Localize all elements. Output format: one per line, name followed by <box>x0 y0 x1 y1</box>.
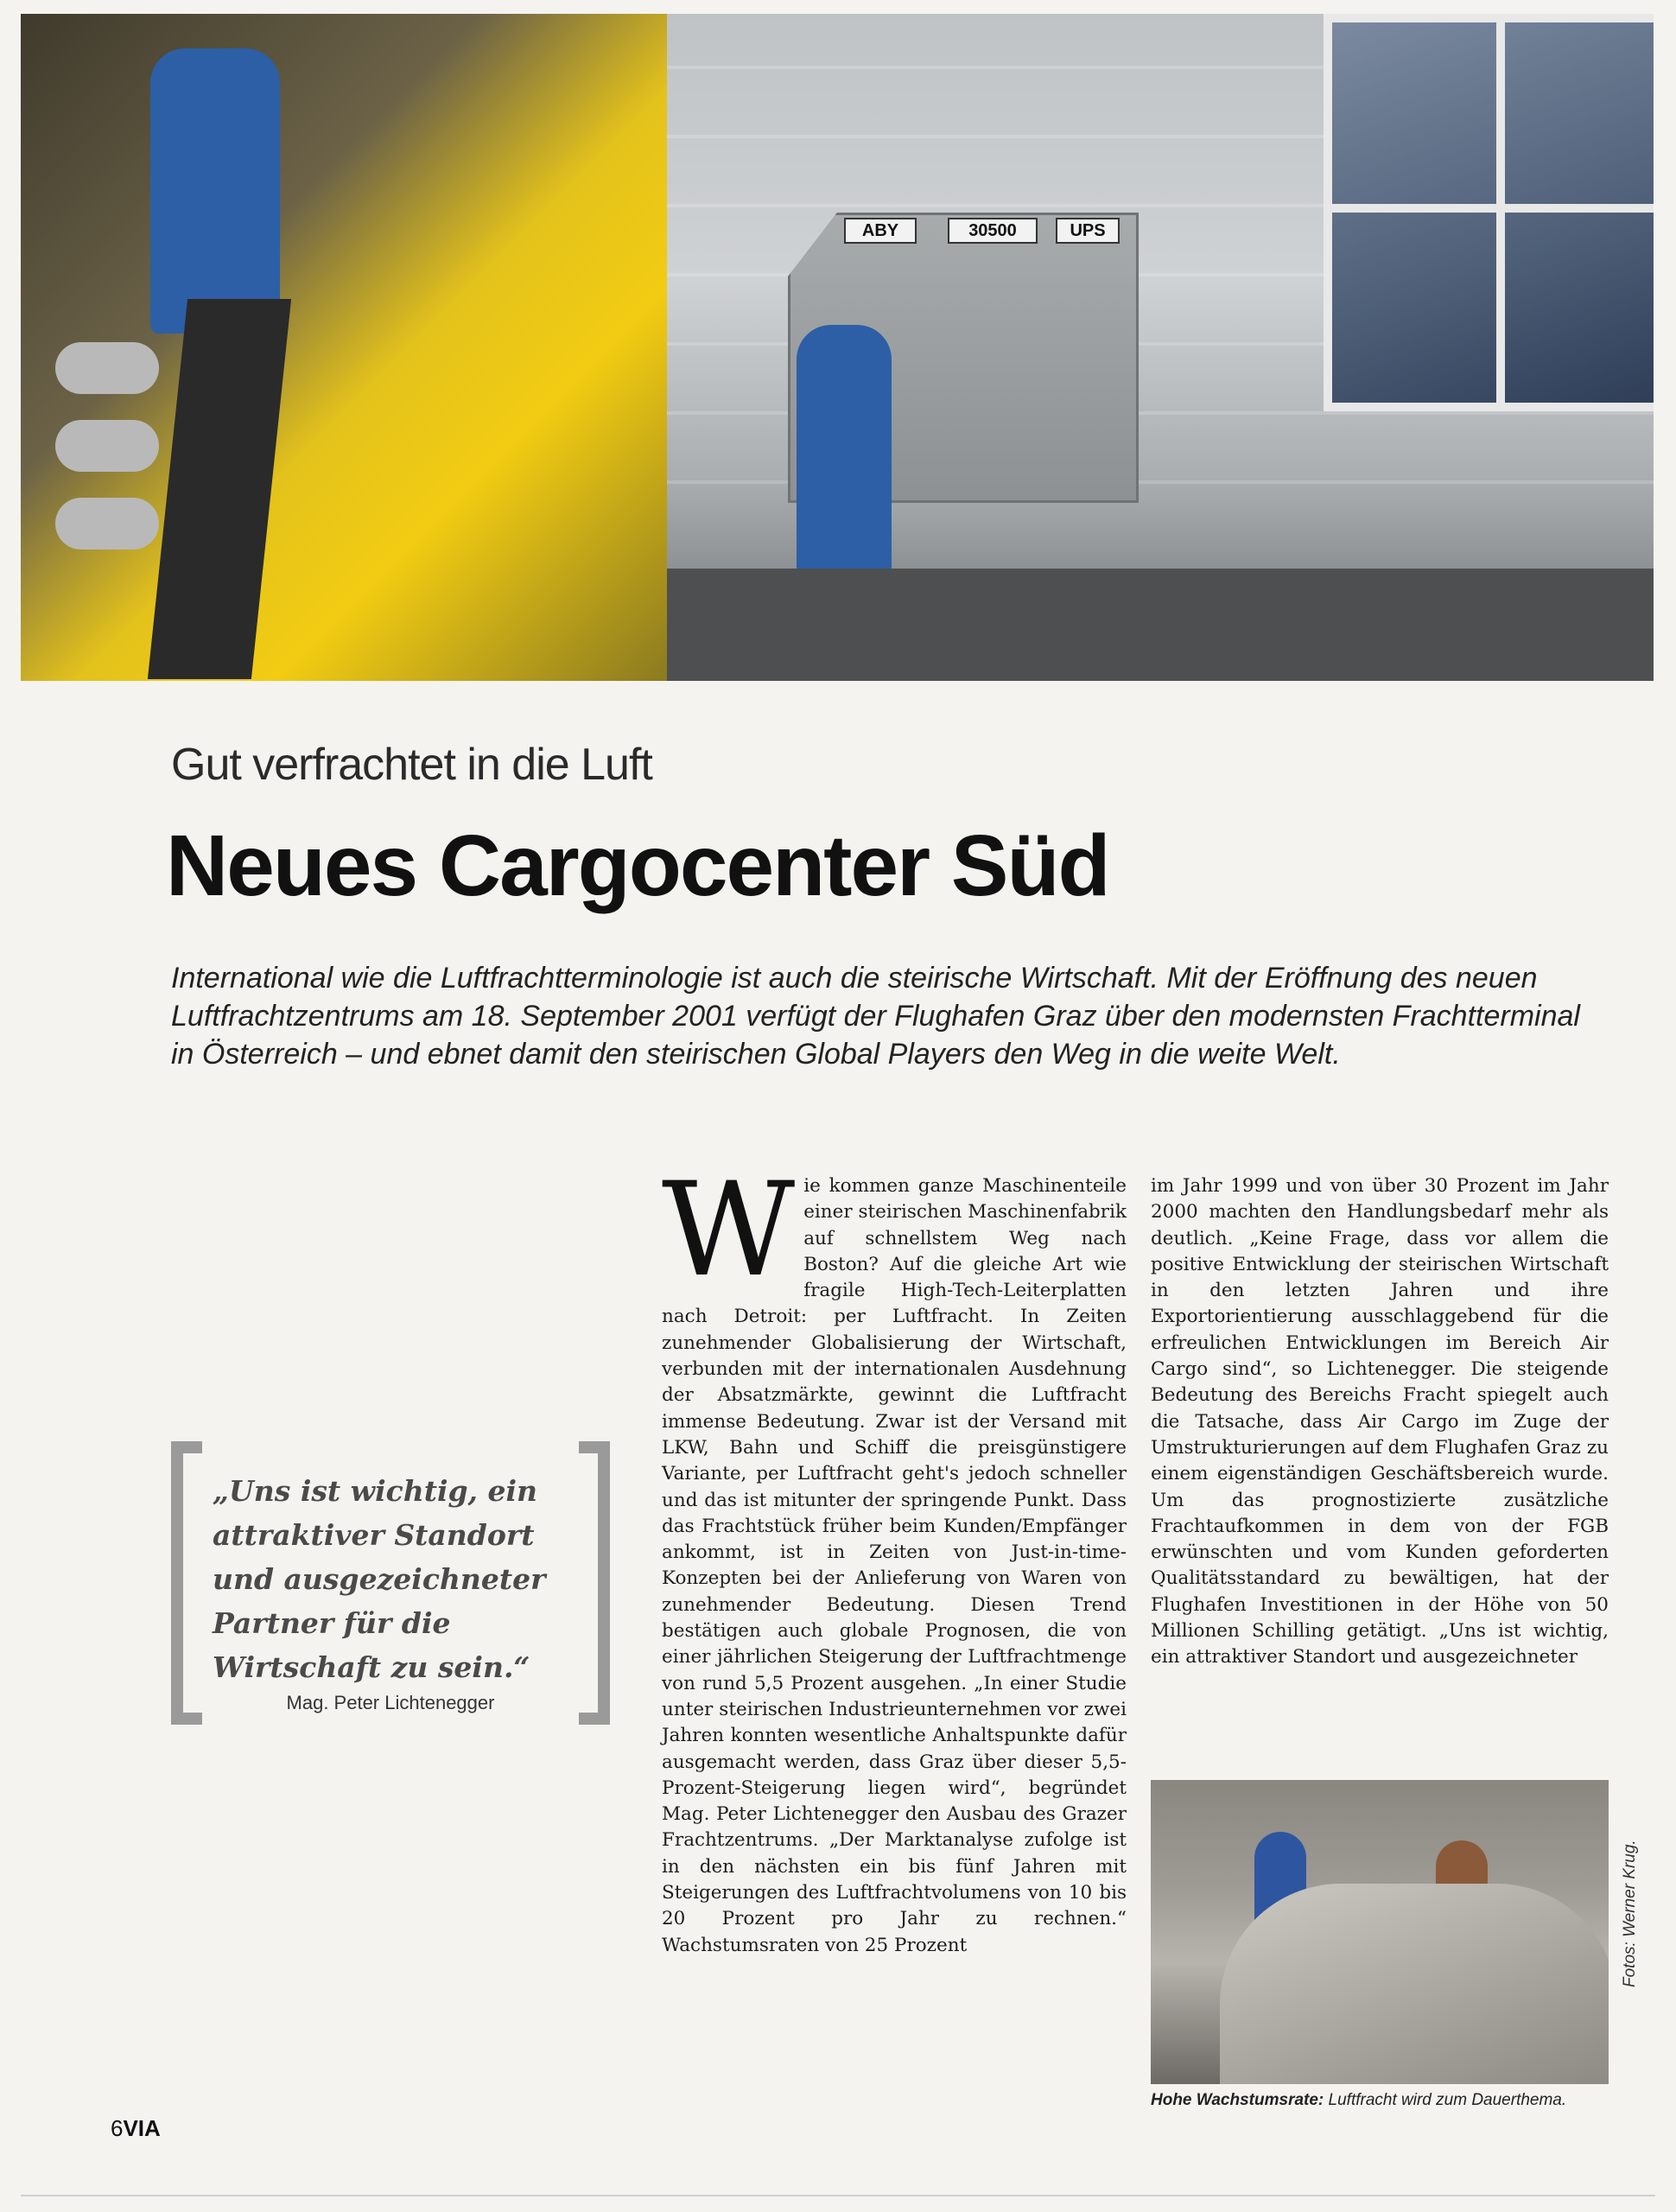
worker-figure <box>150 48 280 334</box>
inset-photo-workers <box>1151 1780 1609 2084</box>
container-label: UPS <box>1056 218 1120 244</box>
conveyor-belt <box>148 299 291 679</box>
drop-cap: W <box>662 1155 796 1306</box>
magazine-name: VIA <box>123 2115 161 2141</box>
photo-caption <box>1151 2091 1635 2110</box>
body-text: ie kommen ganze Maschinenteile einer steirischen Maschinenfabrik auf schnellstem Weg nach Boston? Auf die gleiche Art wie fragile High-Tech-Leiterplatten nach Detroit: per Luftfracht. In Zeiten zunehmender Globalisierung der Wirtschaft, verbunden mit der internationalen Ausdehnung der Absatzmärkte, gewinnt die Luftfracht immense Bedeutung. Zwar ist der Versand mit LKW, Bahn und Schiff die preisgünstigere Variante, per Luftfracht geht's jedoch schneller und das ist mitunter der springende Punkt. Dass das Frachtstück früher beim Kunden/Empfänger ankommt, ist in Zeiten von Just-in-time-Konzepten bei der Anlieferung von Waren von zunehmender Bedeutung. Diesen Trend bestätigen auch globale Prognosen, die von einer jährlichen Steigerung der Luftfrachtmenge von rund 5,5 Prozent ausgehen. „In einer Studie unter steirischen Industrieunternehmen vor zwei Jahren konnten wesentliche Anhaltspunkte dafür ausgemacht werden, dass Graz über dieser 5,5-Prozent-Steigerung liegen wird“, begründet Mag. Peter Lichtenegger den Ausbau des Grazer Frachtzentrums. „Der Marktanalyse zufolge ist in den nächsten ein bis fünf Jahren mit Steigerungen des Luftfrachtvolumens von 10 bis 20 Prozent pro Jahr zu rechnen.“ Wachstumsraten von 25 Prozent <box>662 1175 1127 1956</box>
roller <box>55 342 159 394</box>
page-edge <box>21 2195 1655 2196</box>
roller <box>55 498 159 550</box>
quote-bracket-left <box>171 1441 202 1725</box>
container-label: ABY <box>844 218 917 244</box>
page-folio <box>111 2115 161 2142</box>
article-subtitle: Gut verfrachtet in die Luft <box>171 740 652 790</box>
photo-cargo-loader <box>21 14 667 681</box>
body-column-1 <box>662 1155 1127 2115</box>
ground <box>667 569 1654 681</box>
article-headline: Neues Cargocenter Süd <box>166 817 1109 914</box>
article-lead: International wie die Luftfrachtterminologie ist auch die steirische Wirtschaft. Mit der Eröffnung des neuen Luftfrachtzentrums am 18. September 2001 verfügt der Flughafen Graz über den modernsten Frachtterminal in Österreich – und ebnet damit den steirischen Global Players den Weg in die weite Welt. <box>171 962 1580 1071</box>
worker-figure <box>797 325 892 575</box>
quote-author: Mag. Peter Lichtenegger <box>286 1692 495 1713</box>
container-label: 30500 <box>948 218 1038 244</box>
building-window <box>1324 14 1654 411</box>
pull-quote <box>171 1441 610 1718</box>
caption-text: Luftfracht wird zum Dauerthema. <box>1324 2091 1567 2109</box>
photo-cargo-container <box>667 14 1654 681</box>
body-column-2 <box>1151 1173 1609 1735</box>
quote-text: „Uns ist wichtig, ein attraktiver Standort und ausgezeichneter Partner für die Wirtschaft zu sein.“ <box>213 1474 546 1684</box>
caption-bold: Hohe Wachstumsrate: <box>1151 2091 1324 2109</box>
cargo-bag <box>1220 1884 1609 2084</box>
roller <box>55 420 159 472</box>
header-photo-strip <box>21 14 1654 681</box>
body-text: im Jahr 1999 und von über 30 Prozent im Jahr 2000 machten den Handlungsbedarf mehr als deutlich. „Keine Frage, dass vor allem die positive Entwicklung der steirischen Wirtschaft in den letzten Jahren und ihre Exportorientierung ausschlaggebend für die erfreulichen Entwicklungen im Bereich Air Cargo sind“, so Lichtenegger. Die steigende Bedeutung des Bereichs Fracht spiegelt auch die Tatsache, dass Air Cargo im Zuge der Umstrukturierungen auf dem Flughafen Graz zu einem eigenständigen Geschäftsbereich wurde. Um das prognostizierte zusätzliche Frachtaufkommen in dem von der FGB erwünschten und vom Kunden geforderten Qualitätsstandard zu bewältigen, hat der Flughafen Investitionen in der Höhe von 50 Millionen Schilling getätigt. „Uns ist wichtig, ein attraktiver Standort und ausgezeichneter <box>1151 1175 1609 1669</box>
photo-credit: Fotos: Werner Krug. <box>1621 1840 1639 1987</box>
page-number: 6 <box>111 2115 124 2141</box>
